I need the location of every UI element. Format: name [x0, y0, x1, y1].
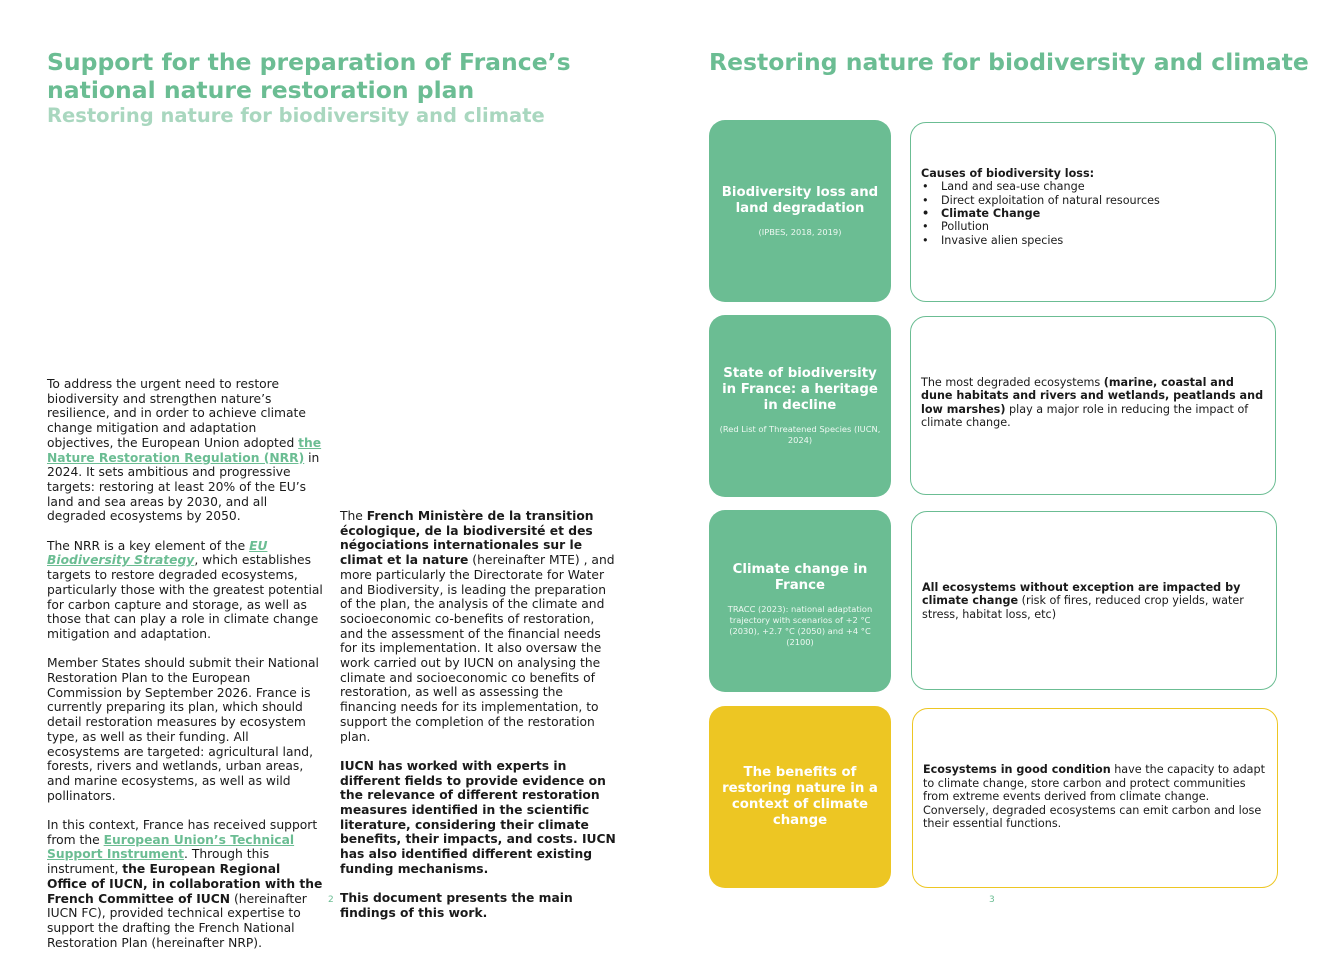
card-climate-change-france: Climate change in France TRACC (2023): national adaptation trajectory with scenarios of +2 °C (2030), +2.7 °C (2050) and +4 °C (2100) — [709, 510, 891, 692]
technical-support-instrument-link[interactable]: European Union’s Technical Support Instrument — [47, 832, 295, 862]
page-title: Support for the preparation of France’s national nature restoration plan — [47, 48, 571, 104]
box-ecosystems-good-condition: Ecosystems in good condition have the capacity to adapt to climate change, store carbon and protect communities from extreme events derived from climate change. Conversely, degraded ecosystems can emit carbon and lose their essential functions. — [912, 708, 1278, 888]
paragraph-findings: This document presents the main findings of this work. — [340, 891, 573, 920]
paragraph-support: In this context, France has received support from the European Union’s Technical Support Instrument. Through this instrument, the European Regional Office of IUCN, in collaboration with the French Committee of IUCN (hereinafter IUCN FC), provided technical expertise to support the drafting the French National Restoration Plan (hereinafter NRP). — [47, 818, 323, 950]
card-state-of-biodiversity: State of biodiversity in France: a heritage in decline (Red List of Threatened Species (IUCN, 2024) — [709, 315, 891, 497]
text-column-1 — [47, 377, 323, 965]
eu-biodiversity-strategy-link[interactable]: EU Biodiversity Strategy — [47, 538, 268, 568]
box-causes-of-loss — [910, 122, 1276, 302]
paragraph-ministry: The French Ministère de la transition écologique, de la biodiversité et des négociations internationales sur le climat et la nature (hereinafter MTE) , and more particularly the Directorate for Water and Biodiversity, is leading the preparation of the plan, the analysis of the climate and socioeconomic co-benefits of restoration, and the assessment of the financial needs for its implementation. It also oversaw the work carried out by IUCN on analysing the climate and socioeconomic co benefits of restoration, as well as assessing the financing needs for its implementation, to support the completion of the restoration plan. — [340, 509, 615, 744]
list-item: • Pollution — [921, 220, 1265, 233]
list-item: • Direct exploitation of natural resources — [921, 194, 1265, 207]
page-number-right: 3 — [989, 895, 995, 905]
nrr-link[interactable]: the Nature Restoration Regulation (NRR) — [47, 435, 322, 465]
causes-heading: Causes of biodiversity loss: — [921, 166, 1095, 180]
paragraph-nrr: To address the urgent need to restore biodiversity and strengthen nature’s resilience, and in order to achieve climate change mitigation and adaptation objectives, the European Union adopted the Nature Restoration Regulation (NRR) in 2024. It sets ambitious and progressive targets: restoring at least 20% of the EU’s land and sea areas by 2030, and all degraded ecosystems by 2050. — [47, 377, 322, 524]
text-column-2 — [340, 509, 616, 935]
page-number-left: 2 — [328, 895, 334, 905]
page-subtitle: Restoring nature for biodiversity and climate — [47, 104, 545, 127]
card-biodiversity-loss: Biodiversity loss and land degradation (IPBES, 2018, 2019) — [709, 120, 891, 302]
paragraph-strategy: The NRR is a key element of the EU Biodiversity Strategy, which establishes targets to restore degraded ecosystems, particularly those with the greatest potential for carbon capture and storage, as well as those that can play a role in climate change mitigation and adaptation. — [47, 538, 323, 641]
list-item: • Climate Change — [921, 207, 1265, 220]
paragraph-iucn-work: IUCN has worked with experts in different fields to provide evidence on the relevance of different restoration measures identified in the scientific literature, considering their climate benefits, their impacts, and costs. IUCN has also identified different existing funding mechanisms. — [340, 758, 616, 876]
list-item: • Invasive alien species — [921, 234, 1265, 247]
causes-list — [921, 180, 1265, 247]
right-page-title: Restoring nature for biodiversity and climate — [709, 48, 1309, 76]
box-degraded-ecosystems: The most degraded ecosystems (marine, coastal and dune habitats and rivers and wetlands, peatlands and low marshes) play a major role in reducing the impact of climate change. — [910, 316, 1276, 495]
card-benefits-restoring: The benefits of restoring nature in a context of climate change — [709, 706, 891, 888]
list-item: • Land and sea-use change — [921, 180, 1265, 193]
paragraph-member-states: Member States should submit their National Restoration Plan to the European Commission by September 2026. France is currently preparing its plan, which should detail restoration measures by ecosystem type, as well as their funding. All ecosystems are targeted: agricultural land, forests, rivers and wetlands, urban areas, and marine ecosystems, as well as wild pollinators. — [47, 656, 319, 803]
box-ecosystems-impacted: All ecosystems without exception are impacted by climate change (risk of fires, reduced crop yields, water stress, habitat loss, etc) — [911, 511, 1277, 690]
